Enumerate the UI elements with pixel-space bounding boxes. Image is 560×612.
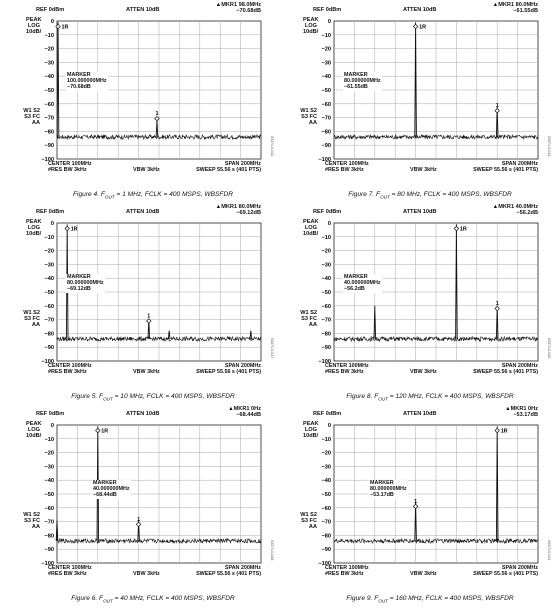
figure-caption	[303, 595, 557, 603]
marker-box-line: MARKER	[370, 480, 394, 486]
footer-vbw: VBW 3kHz	[133, 167, 160, 173]
figure-caption	[26, 595, 280, 603]
y-tick-label: −70	[321, 519, 331, 526]
figure-code: 03374-0-018	[270, 540, 274, 561]
footer-vbw: VBW 3kHz	[133, 571, 160, 577]
caption-text: Figure 4. F	[73, 191, 105, 198]
y-tick-label: −60	[44, 505, 54, 512]
side-label: PEAK	[303, 219, 319, 225]
y-tick-label: −20	[44, 248, 54, 255]
reference-marker	[56, 24, 60, 28]
reference-marker	[413, 24, 417, 28]
side-label: AA	[31, 524, 40, 531]
y-tick-label: −30	[44, 262, 54, 269]
y-tick-label: −70	[44, 115, 54, 122]
marker-box-line: 80.000000MHz	[370, 486, 407, 493]
y-tick-label: 0	[327, 221, 331, 227]
y-tick-label: −30	[321, 60, 331, 67]
marker-readout-value: −61.55dB	[513, 8, 538, 14]
reference-marker-label: 1R	[70, 226, 78, 233]
delta-marker-label: 1	[495, 103, 499, 110]
marker-readout: ▲MKR1 80.0MHz	[215, 204, 261, 210]
y-tick-label: −80	[321, 129, 331, 136]
reference-marker	[454, 226, 458, 230]
y-tick-label: −40	[44, 74, 54, 81]
marker-box-line: −68.44dB	[93, 492, 117, 499]
footer-left-line: CENTER 100MHz	[325, 363, 369, 369]
marker-box-line: MARKER	[93, 480, 117, 486]
footer-right-line: SPAN 200MHz	[501, 565, 538, 571]
side-label: W1 S2	[23, 512, 40, 518]
spectrum-panel	[23, 204, 280, 406]
y-tick-label: −90	[321, 143, 331, 150]
marker-box	[66, 274, 105, 293]
marker-readout-value: −53.17dB	[513, 412, 538, 418]
y-tick-label: 0	[327, 19, 331, 25]
y-tick-label: −60	[321, 505, 331, 512]
y-tick-label: −90	[44, 345, 54, 352]
side-label: LOG	[304, 225, 317, 232]
footer-right-line: SPAN 200MHz	[224, 161, 261, 167]
reference-marker-label: 1R	[101, 428, 109, 435]
delta-marker-label: 1	[155, 111, 159, 118]
footer-left	[325, 565, 369, 577]
figure-caption	[303, 393, 557, 401]
footer-vbw: VBW 3kHz	[410, 369, 437, 375]
y-tick-label: −60	[44, 303, 54, 310]
reference-marker	[495, 428, 499, 432]
y-tick-label: −100	[318, 157, 331, 163]
caption-text: Figure 7. F	[348, 191, 381, 198]
caption-text: Figure 5. F	[71, 393, 104, 400]
footer-right-line: SPAN 200MHz	[501, 161, 538, 167]
footer-left	[325, 161, 369, 173]
footer-left-line: #RES BW 3kHz	[325, 369, 364, 376]
footer-right	[196, 161, 261, 173]
side-label: W1 S2	[300, 512, 317, 518]
side-label: W1 S2	[23, 310, 40, 316]
side-label: PEAK	[303, 421, 319, 427]
marker-box	[343, 72, 382, 91]
ref-level-label: REF 0dBm	[313, 209, 342, 215]
y-tick-label: −30	[44, 60, 54, 67]
footer-left-line: #RES BW 3kHz	[325, 167, 364, 174]
spectrum-plot	[26, 206, 280, 406]
spectrum-panel	[300, 204, 557, 406]
y-tick-label: 0	[50, 19, 54, 25]
marker-readout: ▲MKR1 0Hz	[228, 406, 261, 412]
footer-right-line: SWEEP 55.56 s (401 PTS)	[473, 571, 538, 578]
y-tick-label: −100	[41, 561, 54, 567]
attenuation-label: ATTEN 10dB	[126, 411, 160, 417]
caption-subscript: OUT	[103, 396, 113, 402]
y-tick-label: −40	[44, 478, 54, 485]
side-label: PEAK	[26, 421, 42, 427]
caption-rest: = 40 MHz, FCLK = 400 MSPS, WBSFDR	[112, 595, 235, 602]
footer-left-line: CENTER 100MHz	[325, 161, 369, 167]
side-label: 10dB/	[26, 231, 42, 238]
y-tick-label: −40	[321, 276, 331, 283]
footer-right	[473, 363, 538, 375]
y-tick-label: −80	[321, 331, 331, 338]
footer-right-line: SWEEP 55.56 s (401 PTS)	[196, 167, 261, 174]
y-tick-label: −90	[321, 345, 331, 352]
caption-rest: = 160 MHz, FCLK = 400 MSPS, WBSFDR	[387, 595, 514, 602]
y-tick-label: −100	[318, 359, 331, 365]
footer-left	[48, 161, 92, 173]
marker-box-line: −53.17dB	[370, 492, 394, 499]
footer-right-line: SPAN 200MHz	[501, 363, 538, 369]
y-tick-label: −20	[44, 46, 54, 53]
footer-right-line: SWEEP 55.56 s (401 PTS)	[196, 571, 261, 578]
footer-vbw: VBW 3kHz	[410, 571, 437, 577]
y-tick-label: −40	[44, 276, 54, 283]
footer-left	[48, 363, 92, 375]
y-tick-label: −80	[44, 331, 54, 338]
y-tick-label: −70	[44, 317, 54, 324]
side-label: AA	[31, 120, 40, 127]
y-tick-label: −50	[321, 290, 331, 296]
side-label: LOG	[304, 427, 317, 434]
attenuation-label: ATTEN 10dB	[403, 209, 437, 215]
side-label: 10dB/	[26, 433, 42, 440]
spectrum-plot	[303, 4, 557, 204]
marker-readout: ▲MKR1 80.0MHz	[492, 2, 538, 8]
delta-marker-label: 1	[147, 313, 151, 320]
footer-right-line: SPAN 200MHz	[224, 565, 261, 571]
side-label: W1 S2	[300, 310, 317, 316]
footer-right	[473, 565, 538, 577]
footer-left-line: CENTER 100MHz	[325, 565, 369, 571]
y-tick-label: −90	[321, 547, 331, 554]
side-label: 10dB/	[303, 433, 319, 440]
y-tick-label: 0	[327, 423, 331, 429]
y-tick-label: −20	[321, 450, 331, 457]
y-tick-label: −10	[44, 234, 54, 241]
marker-box-line: −56.2dB	[344, 286, 365, 293]
side-label: S3 FC	[301, 316, 317, 323]
y-tick-label: −100	[41, 359, 54, 365]
y-tick-label: −20	[321, 248, 331, 255]
reference-marker-label: 1R	[419, 24, 427, 31]
caption-subscript: OUT	[380, 194, 390, 200]
footer-right-line: SPAN 200MHz	[224, 363, 261, 369]
side-label: S3 FC	[24, 316, 40, 323]
spectrum-panel	[23, 2, 280, 204]
spectral-peak	[57, 22, 59, 137]
footer-left	[48, 565, 92, 577]
footer-vbw: VBW 3kHz	[410, 167, 437, 173]
side-label: PEAK	[26, 219, 42, 225]
reference-marker-label: 1R	[459, 226, 467, 233]
marker-box-line: MARKER	[344, 72, 368, 78]
y-tick-label: −70	[321, 317, 331, 324]
figure-code: 03374-0-020	[547, 338, 551, 359]
caption-rest: = 120 MHz, FCLK = 400 MSPS, WBSFDR	[387, 393, 514, 400]
figure-caption	[303, 191, 557, 199]
ref-level-label: REF 0dBm	[36, 209, 65, 215]
side-label: AA	[308, 120, 317, 127]
side-label: W1 S2	[300, 108, 317, 114]
side-label: LOG	[304, 23, 317, 30]
spectrum-plot	[26, 4, 280, 204]
reference-marker	[96, 428, 100, 432]
caption-subscript: OUT	[103, 598, 113, 604]
y-tick-label: −20	[321, 46, 331, 53]
footer-vbw: VBW 3kHz	[133, 369, 160, 375]
footer-right-line: SWEEP 55.56 s (401 PTS)	[196, 369, 261, 376]
marker-readout: ▲MKR1 40.0MHz	[492, 204, 538, 210]
y-tick-label: −90	[44, 547, 54, 554]
marker-box	[66, 72, 108, 91]
marker-box-line: −61.55dB	[344, 84, 368, 91]
side-label: 10dB/	[303, 29, 319, 36]
side-label: LOG	[27, 225, 40, 232]
marker-box	[343, 274, 382, 293]
spectrum-panel	[300, 406, 557, 608]
marker-box-line: 100.000000MHz	[67, 78, 107, 85]
spectral-peak	[156, 120, 158, 137]
y-tick-label: −90	[44, 143, 54, 150]
spectral-peak	[250, 331, 252, 339]
marker-box-line: 80.000000MHz	[67, 280, 104, 287]
footer-left	[325, 363, 369, 375]
marker-box-line: MARKER	[67, 274, 91, 280]
side-label: AA	[308, 524, 317, 531]
marker-box-line: −69.12dB	[67, 286, 91, 293]
marker-readout: ▲MKR1 98.0MHz	[215, 2, 261, 8]
caption-rest: = 1 MHz, FCLK = 400 MSPS, WBSFDR	[114, 191, 233, 198]
marker-readout-value: −70.68dB	[236, 8, 261, 14]
y-tick-label: −60	[44, 101, 54, 108]
marker-box-line: 40.000000MHz	[93, 486, 130, 493]
spectrum-plot	[26, 408, 280, 608]
caption-rest: = 80 MHz, FCLK = 400 MSPS, WBSFDR	[389, 191, 512, 198]
spectrum-panel	[23, 406, 280, 608]
marker-box	[92, 480, 131, 499]
y-tick-label: −10	[321, 32, 331, 39]
y-tick-label: −70	[321, 115, 331, 122]
y-tick-label: −60	[321, 101, 331, 108]
y-tick-label: −80	[44, 533, 54, 540]
y-tick-label: −40	[321, 478, 331, 485]
footer-left-line: CENTER 100MHz	[48, 565, 92, 571]
footer-left-line: #RES BW 3kHz	[48, 571, 87, 578]
caption-subscript: OUT	[378, 598, 388, 604]
figure-code: 03374-0-014	[270, 136, 274, 157]
spectral-peak	[168, 331, 170, 339]
footer-right-line: SWEEP 55.56 s (401 PTS)	[473, 167, 538, 174]
y-tick-label: −50	[321, 492, 331, 498]
figure-code: 03374-0-017	[270, 338, 274, 359]
footer-left-line: #RES BW 3kHz	[48, 167, 87, 174]
marker-readout: ▲MKR1 0Hz	[505, 406, 538, 412]
side-label: PEAK	[26, 17, 42, 23]
side-label: S3 FC	[301, 518, 317, 525]
side-label: LOG	[27, 23, 40, 30]
ref-level-label: REF 0dBm	[36, 7, 65, 13]
footer-left-line: #RES BW 3kHz	[325, 571, 364, 578]
caption-text: Figure 9. F	[346, 595, 379, 602]
marker-readout-value: −69.12dB	[236, 210, 261, 216]
spectrum-plot	[303, 408, 557, 608]
y-tick-label: −10	[321, 234, 331, 241]
caption-subscript: OUT	[378, 396, 388, 402]
y-tick-label: −60	[321, 303, 331, 310]
side-label: AA	[308, 322, 317, 329]
side-label: AA	[31, 322, 40, 329]
y-tick-label: −20	[44, 450, 54, 457]
attenuation-label: ATTEN 10dB	[403, 7, 437, 13]
y-tick-label: −50	[44, 492, 54, 498]
caption-text: Figure 8. F	[346, 393, 379, 400]
figure-code: 03374-0-013	[547, 136, 551, 157]
side-label: LOG	[27, 427, 40, 434]
y-tick-label: −100	[318, 561, 331, 567]
y-tick-label: −50	[44, 290, 54, 296]
marker-box-line: 40.000000MHz	[344, 280, 381, 287]
marker-box-line: 80.000000MHz	[344, 78, 381, 85]
y-tick-label: −50	[44, 88, 54, 94]
side-label: W1 S2	[23, 108, 40, 114]
y-tick-label: −70	[44, 519, 54, 526]
side-label: S3 FC	[24, 518, 40, 525]
reference-marker-label: 1R	[61, 24, 69, 31]
y-tick-label: 0	[50, 423, 54, 429]
figure-caption	[26, 191, 280, 199]
y-tick-label: −80	[321, 533, 331, 540]
marker-box-line: MARKER	[67, 72, 91, 78]
reference-marker-label: 1R	[500, 428, 508, 435]
footer-left-line: CENTER 100MHz	[48, 363, 92, 369]
spectrum-plot	[303, 206, 557, 406]
y-tick-label: 0	[50, 221, 54, 227]
y-tick-label: −10	[44, 32, 54, 39]
y-tick-label: −10	[321, 436, 331, 443]
attenuation-label: ATTEN 10dB	[126, 7, 160, 13]
attenuation-label: ATTEN 10dB	[403, 411, 437, 417]
ref-level-label: REF 0dBm	[36, 411, 65, 417]
delta-marker-label: 1	[495, 301, 499, 308]
side-label: 10dB/	[26, 29, 42, 36]
caption-text: Figure 6. F	[71, 595, 104, 602]
marker-readout-value: −68.44dB	[236, 412, 261, 418]
footer-right	[473, 161, 538, 173]
side-label: S3 FC	[24, 114, 40, 121]
side-label: PEAK	[303, 17, 319, 23]
marker-box-line: −70.68dB	[67, 84, 91, 91]
ref-level-label: REF 0dBm	[313, 411, 342, 417]
y-tick-label: −50	[321, 88, 331, 94]
delta-marker-label: 1	[414, 498, 418, 505]
side-label: S3 FC	[301, 114, 317, 121]
footer-left-line: CENTER 100MHz	[48, 161, 92, 167]
ref-level-label: REF 0dBm	[313, 7, 342, 13]
marker-box	[369, 480, 408, 499]
y-tick-label: −40	[321, 74, 331, 81]
y-tick-label: −30	[321, 464, 331, 471]
footer-right	[196, 565, 261, 577]
footer-right	[196, 363, 261, 375]
marker-readout-value: −56.2dB	[516, 210, 538, 216]
attenuation-label: ATTEN 10dB	[126, 209, 160, 215]
spectrum-panel	[300, 2, 557, 204]
caption-subscript: OUT	[104, 194, 115, 200]
footer-right-line: SWEEP 55.56 s (401 PTS)	[473, 369, 538, 376]
reference-marker	[65, 226, 69, 230]
y-tick-label: −10	[44, 436, 54, 443]
y-tick-label: −30	[44, 464, 54, 471]
marker-box-line: MARKER	[344, 274, 368, 280]
figure-code: 03374-0-021	[547, 540, 551, 561]
y-tick-label: −30	[321, 262, 331, 269]
side-label: 10dB/	[303, 231, 319, 238]
y-tick-label: −80	[44, 129, 54, 136]
caption-rest: = 10 MHz, FCLK = 400 MSPS, WBSFDR	[112, 393, 235, 400]
y-tick-label: −100	[41, 157, 54, 163]
footer-left-line: #RES BW 3kHz	[48, 369, 87, 376]
delta-marker-label: 1	[137, 516, 141, 523]
figure-caption	[26, 393, 280, 401]
